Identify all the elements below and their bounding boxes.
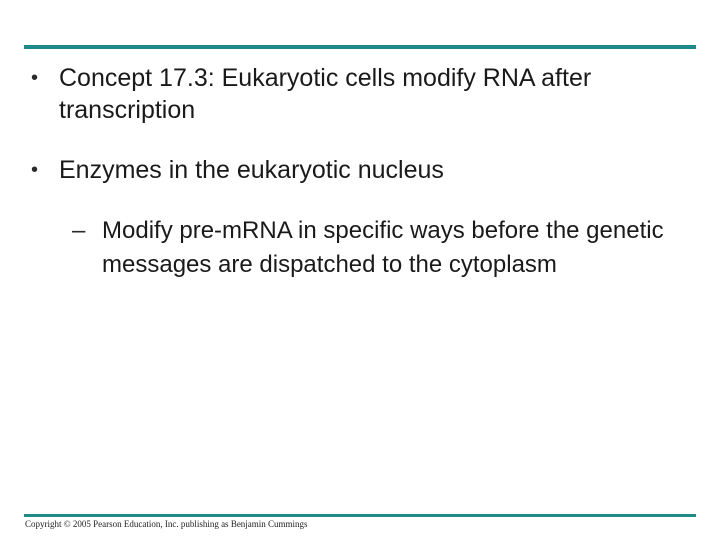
bullet-concept bbox=[31, 62, 671, 126]
bullet-marker: • bbox=[31, 67, 39, 89]
sub-bullet-modify bbox=[72, 214, 672, 282]
bottom-divider bbox=[24, 514, 696, 517]
sub-bullet-marker: – bbox=[72, 217, 86, 244]
bullet-enzymes bbox=[31, 154, 671, 186]
bullet-marker: • bbox=[31, 159, 39, 181]
bullet-text: Concept 17.3: Eukaryotic cells modify RNA after transcription bbox=[59, 64, 592, 124]
top-divider bbox=[24, 45, 696, 49]
copyright-notice: Copyright © 2005 Pearson Education, Inc. publishing as Benjamin Cummings bbox=[25, 519, 308, 529]
sub-bullet-text: Modify pre-mRNA in specific ways before the genetic messages are dispatched to the cytoplasm bbox=[102, 217, 664, 278]
bullet-text: Enzymes in the eukaryotic nucleus bbox=[59, 156, 444, 184]
